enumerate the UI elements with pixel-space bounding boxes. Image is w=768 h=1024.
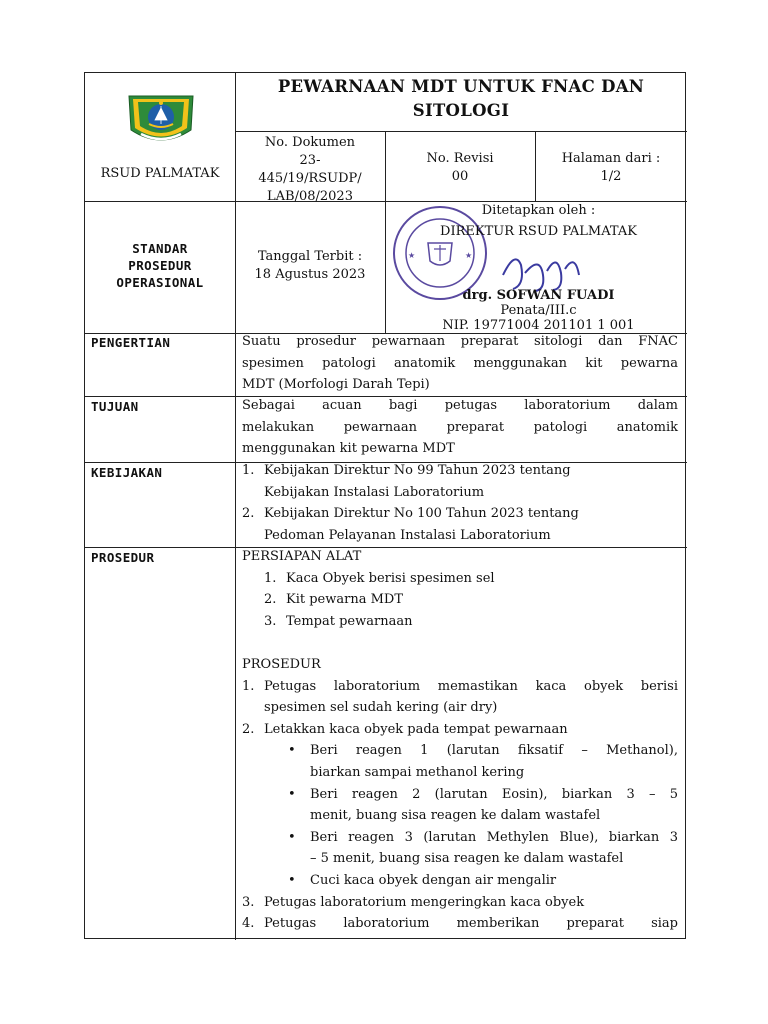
list-number: 1. bbox=[242, 463, 255, 478]
divider bbox=[385, 201, 386, 333]
list-item bbox=[242, 892, 678, 914]
text-line: menit, buang sisa reagen ke dalam wastafel bbox=[310, 808, 601, 824]
tujuan-text bbox=[242, 395, 678, 460]
kebijakan-label: KEBIJAKAN bbox=[91, 465, 163, 480]
bullet-icon: • bbox=[288, 829, 296, 845]
director-name: drg. SOFWAN FUADI bbox=[462, 288, 615, 303]
sop-label-line: OPERASIONAL bbox=[116, 275, 204, 290]
approved-by: Ditetapkan oleh : bbox=[481, 203, 596, 218]
list-item bbox=[242, 503, 678, 546]
list-number: 4. bbox=[242, 916, 255, 932]
list-number: 2. bbox=[264, 592, 277, 608]
list-item bbox=[242, 589, 678, 611]
text-line: Petugas laboratorium memastikan kaca obyek berisi bbox=[264, 678, 678, 694]
text-line: menggunakan kit pewarna MDT bbox=[242, 441, 455, 457]
text-line: biarkan sampai methanol kering bbox=[310, 764, 525, 780]
text-line: MDT (Morfologi Darah Tepi) bbox=[242, 377, 430, 393]
sop-document bbox=[84, 72, 686, 939]
text-line: spesimen patologi anatomik menggunakan kit pewarna bbox=[242, 355, 678, 371]
text-line: melakukan pewarnaan preparat patologi anatomik bbox=[242, 419, 678, 435]
list-number: 2. bbox=[242, 506, 255, 522]
sop-label bbox=[85, 240, 235, 291]
text-line: Sebagai acuan bagi petugas laboratorium dalam bbox=[242, 398, 678, 413]
section-heading: PERSIAPAN ALAT bbox=[242, 549, 362, 564]
approval-block bbox=[390, 202, 687, 241]
text-line: Beri reagen 3 (larutan Methylen Blue), biarkan 3 bbox=[310, 829, 678, 845]
title-line: PEWARNAAN MDT UNTUK FNAC DAN bbox=[277, 77, 645, 96]
page-value: 1/2 bbox=[600, 169, 622, 184]
revision-value: 00 bbox=[451, 169, 469, 184]
hospital-logo bbox=[119, 90, 203, 150]
list-item bbox=[242, 676, 678, 719]
list-number: 2. bbox=[242, 721, 255, 737]
text-line: Kaca Obyek berisi spesimen sel bbox=[286, 570, 495, 586]
text-line: Petugas laboratorium mengeringkan kaca obyek bbox=[264, 894, 585, 910]
bullet-icon: • bbox=[288, 743, 296, 759]
text-line: Kit pewarna MDT bbox=[286, 592, 403, 608]
bullet-icon: • bbox=[288, 872, 296, 888]
bullet-item bbox=[242, 870, 678, 892]
title-line: SITOLOGI bbox=[412, 101, 510, 120]
document-title bbox=[235, 73, 687, 123]
page-label: Halaman dari : bbox=[561, 151, 661, 166]
list-item bbox=[242, 460, 678, 503]
list-number: 1. bbox=[264, 570, 277, 586]
list-number: 3. bbox=[242, 894, 255, 910]
text-line: Kebijakan Direktur No 99 Tahun 2023 tentang bbox=[264, 463, 571, 478]
list-number: 3. bbox=[264, 613, 277, 629]
doc-number-value: 23- bbox=[299, 153, 321, 168]
text-line: Suatu prosedur pewarnaan preparat sitologi dan FNAC bbox=[242, 334, 678, 349]
list-item bbox=[242, 719, 678, 741]
section-heading: PROSEDUR bbox=[242, 656, 321, 672]
bullet-item bbox=[242, 827, 678, 870]
pengertian-text bbox=[242, 331, 678, 396]
text-line: Kebijakan Instalasi Laboratorium bbox=[264, 484, 485, 500]
text-line: Kebijakan Direktur No 100 Tahun 2023 tentang bbox=[264, 506, 579, 522]
text-line: – 5 menit, buang sisa reagen ke dalam wastafel bbox=[310, 851, 624, 867]
text-line: Pedoman Pelayanan Instalasi Laboratorium bbox=[264, 527, 551, 543]
tujuan-label: TUJUAN bbox=[91, 399, 139, 414]
text-line: Beri reagen 2 (larutan Eosin), biarkan 3 – 5 bbox=[310, 786, 678, 802]
list-number: 1. bbox=[242, 678, 255, 694]
kebijakan-list bbox=[242, 460, 678, 546]
text-line: Beri reagen 1 (larutan fiksatif – Methanol), bbox=[310, 743, 678, 759]
issue-date-label: Tanggal Terbit : bbox=[257, 249, 363, 264]
svg-text:★: ★ bbox=[465, 251, 473, 260]
org-name: RSUD PALMATAK bbox=[100, 166, 220, 181]
divider bbox=[235, 131, 687, 132]
director-rank: Penata/III.c bbox=[500, 303, 577, 318]
text-line: spesimen sel sudah kering (air dry) bbox=[264, 700, 498, 716]
bullet-item bbox=[242, 740, 678, 783]
revision bbox=[385, 150, 535, 186]
director-block bbox=[390, 288, 687, 333]
text-line: Letakkan kaca obyek pada tempat pewarnaan bbox=[264, 721, 568, 737]
doc-number-label: No. Dokumen bbox=[264, 135, 356, 150]
list-item bbox=[242, 568, 678, 590]
sop-label-line: STANDAR bbox=[132, 241, 188, 256]
revision-label: No. Revisi bbox=[426, 151, 494, 166]
text-line: Tempat pewarnaan bbox=[286, 613, 413, 629]
director-nip: NIP. 19771004 201101 1 001 bbox=[442, 318, 635, 333]
svg-text:★: ★ bbox=[408, 251, 416, 260]
sop-label-line: PROSEDUR bbox=[128, 258, 192, 273]
doc-number bbox=[235, 134, 385, 206]
text-line: Petugas laboratorium memberikan preparat siap bbox=[264, 916, 678, 932]
pengertian-label: PENGERTIAN bbox=[91, 335, 171, 350]
text-line: Cuci kaca obyek dengan air mengalir bbox=[310, 872, 557, 888]
prosedur-label: PROSEDUR bbox=[91, 550, 155, 565]
list-item bbox=[242, 913, 678, 935]
issue-date: 18 Agustus 2023 bbox=[254, 267, 366, 282]
doc-number-value: LAB/08/2023 bbox=[267, 189, 353, 204]
prosedur-content bbox=[242, 546, 678, 935]
bullet-icon: • bbox=[288, 786, 296, 802]
bullet-item bbox=[242, 784, 678, 827]
list-item bbox=[242, 611, 678, 633]
doc-number-value: 445/19/RSUDP/ bbox=[258, 171, 362, 186]
issue-date-block bbox=[235, 248, 385, 284]
page-info bbox=[535, 150, 687, 186]
director-title: DIREKTUR RSUD PALMATAK bbox=[440, 224, 637, 239]
